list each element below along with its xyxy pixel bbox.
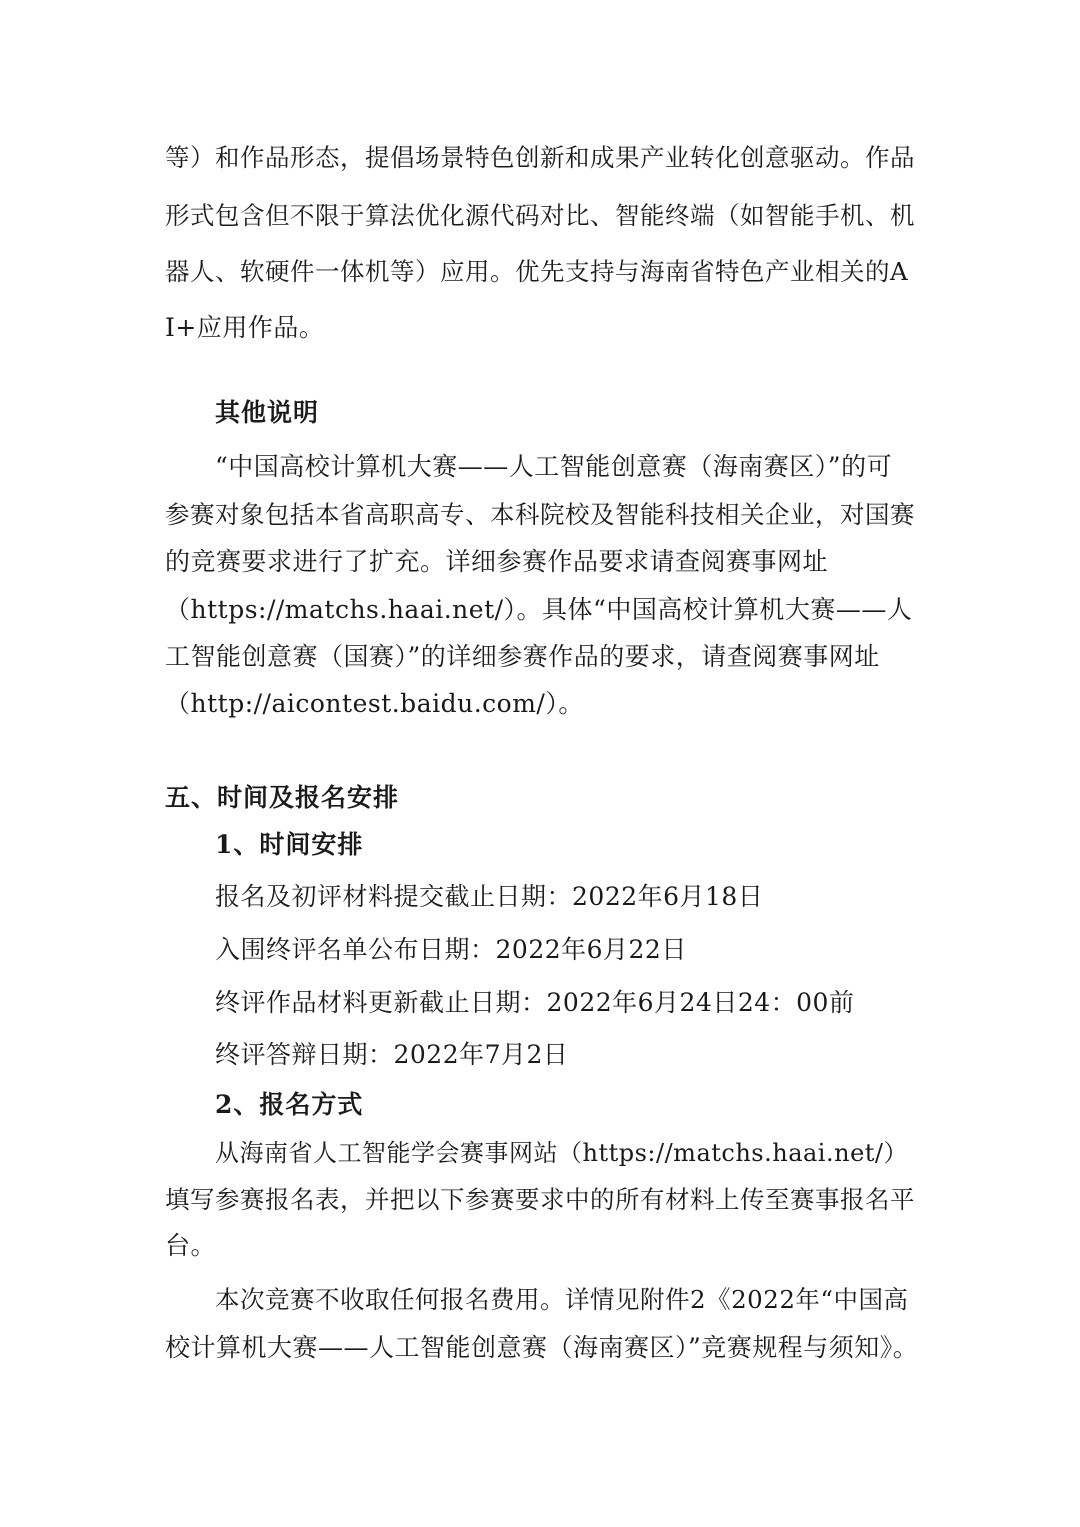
other-notes-line-2: 参赛对象包括本省高职高专、本科院校及智能科技相关企业，对国赛 — [165, 500, 915, 529]
registration-para2-line-2: 校计算机大赛——人工智能创意赛（海南赛区）”竞赛规程与须知》。 — [165, 1333, 919, 1362]
schedule-item-4: 终评答辩日期：2022年7月2日 — [215, 1040, 569, 1069]
other-notes-line-4: （https://matchs.haai.net/）。具体“中国高校计算机大赛——人 — [165, 595, 913, 624]
other-notes-heading: 其他说明 — [215, 398, 320, 427]
schedule-heading: 1、时间安排 — [215, 830, 364, 859]
other-notes-line-6: （http://aicontest.baidu.com/）。 — [165, 689, 584, 718]
registration-heading: 2、报名方式 — [215, 1090, 364, 1119]
other-notes-line-5: 工智能创意赛（国赛）”的详细参赛作品的要求，请查阅赛事网址 — [165, 642, 880, 671]
schedule-item-2: 入围终评名单公布日期：2022年6月22日 — [215, 935, 687, 964]
intro-line-1: 等）和作品形态，提倡场景特色创新和成果产业转化创意驱动。作品 — [165, 143, 915, 172]
registration-para1-line-2: 填写参赛报名表，并把以下参赛要求中的所有材料上传至赛事报名平 — [165, 1185, 915, 1214]
intro-line-3: 器人、软硬件一体机等）应用。优先支持与海南省特色产业相关的A — [165, 257, 909, 286]
other-notes-line-3: 的竞赛要求进行了扩充。详细参赛作品要求请查阅赛事网址 — [165, 547, 829, 576]
other-notes-line-1: “中国高校计算机大赛——人工智能创意赛（海南赛区）”的可 — [215, 452, 893, 481]
intro-line-4: I+应用作品。 — [165, 313, 325, 342]
registration-para1-line-3: 台。 — [165, 1231, 217, 1260]
section-five-heading: 五、时间及报名安排 — [165, 783, 400, 812]
registration-para2-line-1: 本次竞赛不收取任何报名费用。详情见附件2《2022年“中国高 — [215, 1285, 909, 1314]
schedule-item-3: 终评作品材料更新截止日期：2022年6月24日24：00前 — [215, 988, 855, 1017]
registration-para1-line-1: 从海南省人工智能学会赛事网站（https://matchs.haai.net/） — [215, 1139, 909, 1167]
schedule-item-1: 报名及初评材料提交截止日期：2022年6月18日 — [215, 882, 764, 911]
intro-line-2: 形式包含但不限于算法优化源代码对比、智能终端（如智能手机、机 — [165, 201, 915, 230]
